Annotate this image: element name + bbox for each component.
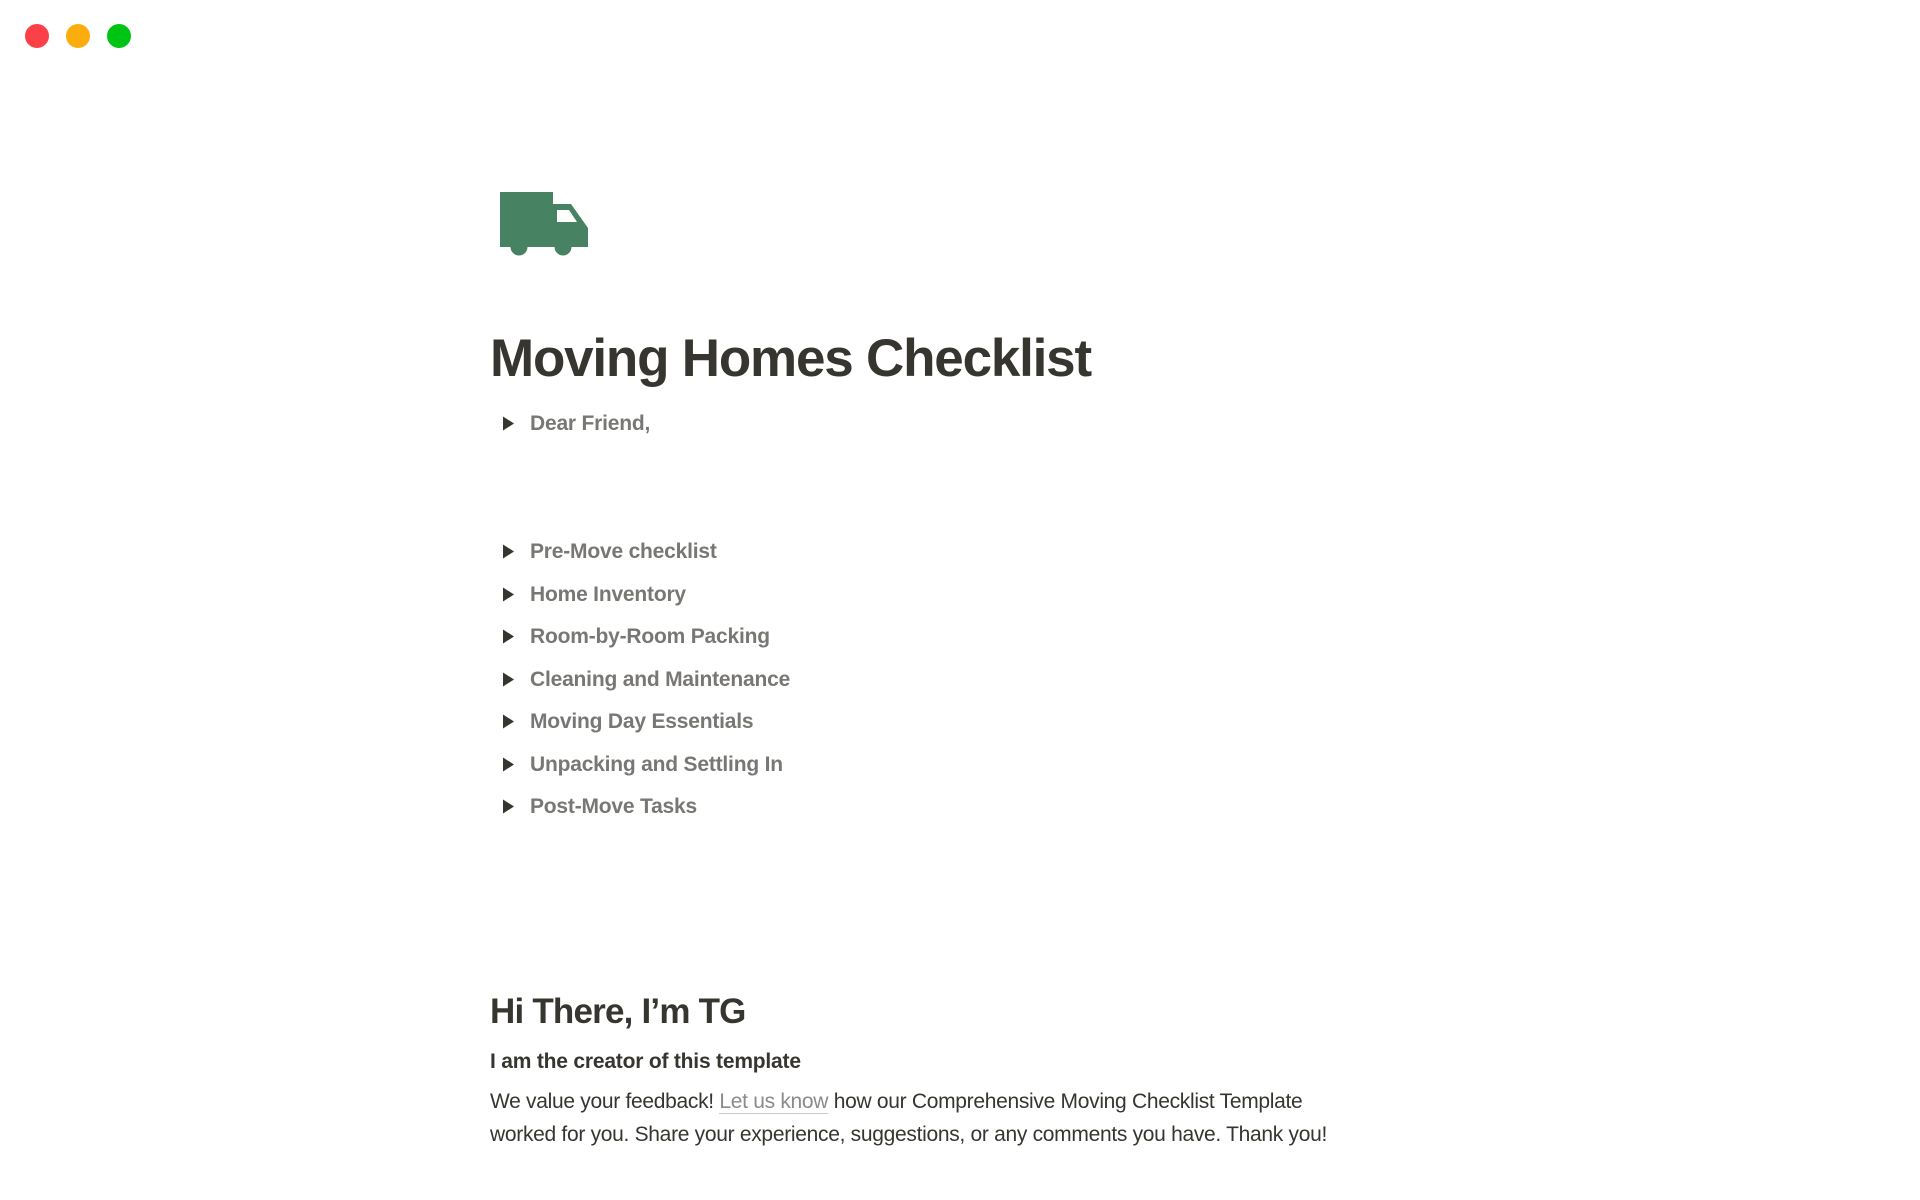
minimize-button[interactable]	[66, 24, 90, 48]
toggle-triangle-icon	[502, 714, 515, 729]
toggle-triangle-icon	[502, 672, 515, 687]
toggle-label[interactable]: Room-by-Room Packing	[530, 625, 770, 648]
let-us-know-link[interactable]: Let us know	[719, 1090, 829, 1113]
page-title[interactable]: Moving Homes Checklist	[490, 329, 1091, 388]
toggle-block-pre-move	[490, 535, 1500, 568]
toggle-block-cleaning	[490, 663, 1500, 696]
feedback-text-after: how our Comprehensive Moving Checklist Template	[828, 1090, 1303, 1113]
toggle-expand-button[interactable]	[496, 795, 520, 819]
delivery-truck-icon	[500, 188, 588, 258]
toggle-expand-button[interactable]	[496, 667, 520, 691]
toggle-expand-button[interactable]	[496, 625, 520, 649]
toggle-section-list	[490, 535, 1500, 823]
about-heading[interactable]: Hi There, I’m TG	[490, 992, 746, 1031]
toggle-label[interactable]: Cleaning and Maintenance	[530, 667, 791, 691]
about-subheading[interactable]: I am the creator of this template	[490, 1050, 801, 1073]
toggle-block-room-packing	[490, 620, 1500, 653]
page-icon[interactable]	[500, 188, 588, 258]
toggle-expand-button[interactable]	[496, 710, 520, 734]
toggle-block-dear-friend	[490, 407, 1500, 440]
page-content	[490, 0, 1500, 1151]
about-section	[490, 990, 1500, 1151]
toggle-triangle-icon	[502, 587, 515, 602]
feedback-text-before: We value your feedback!	[490, 1090, 720, 1113]
toggle-expand-button[interactable]	[496, 582, 520, 606]
toggle-label[interactable]: Unpacking and Settling In	[530, 752, 783, 776]
toggle-expand-button[interactable]	[496, 412, 520, 436]
toggle-block-unpacking	[490, 748, 1500, 781]
toggle-block-post-move	[490, 790, 1500, 823]
toggle-expand-button[interactable]	[496, 540, 520, 564]
toggle-label[interactable]: Dear Friend,	[530, 412, 651, 435]
toggle-label[interactable]: Pre-Move checklist	[530, 540, 717, 563]
toggle-triangle-icon	[502, 629, 515, 644]
close-button[interactable]	[25, 24, 49, 48]
window-controls	[25, 24, 131, 48]
zoom-button[interactable]	[107, 24, 131, 48]
toggle-triangle-icon	[502, 757, 515, 772]
toggle-label[interactable]: Post-Move Tasks	[530, 795, 697, 818]
toggle-triangle-icon	[502, 799, 515, 814]
feedback-text-line2: worked for you. Share your experience, suggestions, or any comments you have. Thank you!	[490, 1122, 1328, 1146]
toggle-block-moving-day	[490, 705, 1500, 738]
toggle-label[interactable]: Home Inventory	[530, 582, 686, 606]
toggle-block-home-inventory	[490, 578, 1500, 611]
toggle-triangle-icon	[502, 544, 515, 559]
toggle-triangle-icon	[502, 416, 515, 431]
feedback-paragraph[interactable]	[490, 1086, 1500, 1151]
toggle-label[interactable]: Moving Day Essentials	[530, 710, 754, 733]
toggle-expand-button[interactable]	[496, 752, 520, 776]
